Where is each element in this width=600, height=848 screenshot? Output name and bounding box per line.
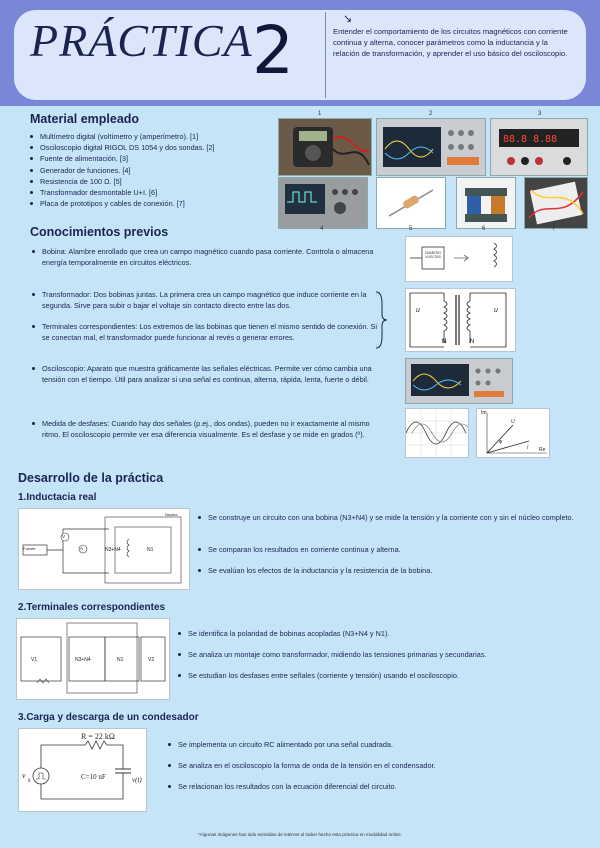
phasor-i-label: I <box>527 445 529 451</box>
oscilloscope-photo <box>376 118 486 176</box>
multimeter-photo <box>278 118 372 176</box>
circuit-3-vg-subscript: g <box>28 778 31 783</box>
header-divider <box>325 12 326 98</box>
n1-label: N <box>442 339 447 345</box>
circuit-1-a-label: A <box>80 546 84 551</box>
photo-number: 7 <box>552 226 556 232</box>
list-item: Osciloscopio digital RIGOL DS 1054 y dos sondas. [2] <box>30 142 275 153</box>
knowledge-item-oscilloscope: Osciloscopio: Aparato que muestra gráficamente las señales eléctricas. Permite ver cómo cambia una tensión con el tiempo. Útil para analizar si una señal es continua, alterna, rápida, lenta, fuerte o débil. <box>30 363 377 385</box>
oscilloscope-photo-small <box>405 358 513 404</box>
list-item: Fuente de alimentación. [3] <box>30 153 275 164</box>
circuit-2-n34-label: N3+N4 <box>75 657 91 663</box>
brace-icon <box>374 290 388 350</box>
phasor-phi-label: φ <box>499 439 503 445</box>
function-generator-photo <box>278 177 368 229</box>
section-3-bullet: Se implementa un circuito RC alimentado por una señal cuadrada. <box>166 739 578 750</box>
material-list <box>30 131 275 209</box>
svg-text:88.8 8.88: 88.8 8.88 <box>503 134 558 145</box>
photo-number: 2 <box>429 111 433 117</box>
circuit-2-v2-label: V2 <box>148 657 155 663</box>
transformer-photo <box>456 177 516 229</box>
circuit-3-r-label: R = 22 kΩ <box>81 732 115 741</box>
knowledge-item-terminals: Terminales correspondientes: Los extremos de las bobinas que tienen el mismo sentido de conexión. Si se conectan mal, el transformador puede funcionar al revés o generar errores. <box>30 321 382 343</box>
knowledge-item-phase: Medida de desfases: Cuando hay dos señales (p.ej., dos ondas), pueden no ir exactamente al mismo ritmo. El osciloscopio permite ver esa diferencia visualmente. Es el desfase y se mide en grados (º). <box>30 418 382 440</box>
photo-number: 4 <box>320 226 324 232</box>
u2-label: u <box>494 307 498 314</box>
section-2-bullet: Se estudian los desfases entre señales (corriente y tensión) usando el osciloscopio. <box>176 670 588 681</box>
circuit-3-c-label: C=10 nF <box>81 773 106 781</box>
phasor-im-label: Im <box>481 410 487 416</box>
photo-number: 6 <box>482 226 486 232</box>
arrow-down-right-icon: ↘ <box>343 13 353 25</box>
circuit-1-v-label: V <box>62 534 66 539</box>
circuit-1-n1-label: N1 <box>147 547 154 553</box>
u1-label: u <box>416 307 420 314</box>
circuit-3-vg-label: v <box>22 771 26 780</box>
footnote: *Algunas imágenes han sido extraídas de internet al haber hecho esta práctica en modalidad online. <box>197 832 403 837</box>
section-2-bullet: Se analiza un montaje como transformador, midiendo las tensiones primarias y secundarias. <box>176 649 588 660</box>
phasor-u-label: U <box>511 419 515 425</box>
section-3-bullet: Se relacionan los resultados con la ecuación diferencial del circuito. <box>166 781 578 792</box>
knowledge-heading: Conocimientos previos <box>30 225 169 239</box>
transformer-diagram <box>405 288 516 352</box>
section-1-bullet: Se comparan los resultados en corriente continua y alterna. <box>196 544 588 555</box>
circuit-2-v1-label: V1 <box>31 657 38 663</box>
coil-box-label: NUMERO VUELTAS <box>425 251 441 259</box>
section-2-title: 2.Terminales correspondientes <box>18 602 166 613</box>
coil-diagram <box>405 236 513 282</box>
circuit-1-core-label: Núcleo <box>165 512 178 517</box>
practice-number: 2 <box>252 12 294 89</box>
photo-number: 1 <box>318 111 322 117</box>
circuit-1-n34-label: N3+N4 <box>105 547 121 553</box>
circuit-3-vc-label: v(t) <box>132 776 142 784</box>
list-item: Multímetro digital (voltímetro y (amperímetro). [1] <box>30 131 275 142</box>
section-3-bullet: Se analiza en el osciloscopio la forma de onda de la tensión en el condensador. <box>166 760 578 771</box>
list-item: Transformador desmontable U+I. [6] <box>30 187 275 198</box>
section-3-title: 3.Carga y descarga de un condesador <box>18 712 199 723</box>
n2-label: N <box>470 339 475 345</box>
section-1-bullet: Se construye un circuito con una bobina (N3+N4) y se mide la tensión y la corriente con y sin el núcleo completo. <box>196 512 588 523</box>
page-title: PRÁCTICA <box>30 15 253 66</box>
circuit-2-diagram <box>16 618 170 700</box>
phasor-diagram <box>476 408 550 458</box>
circuit-3-rc-diagram <box>18 728 147 812</box>
list-item: Generador de funciones. [4] <box>30 165 275 176</box>
section-1-title: 1.Inductacia real <box>18 492 97 503</box>
section-1-bullet: Se evalúan los efectos de la inductancia y la resistencia de la bobina. <box>196 565 588 576</box>
knowledge-item-transformer: Transformador: Dos bobinas juntas. La primera crea un campo magnético que induce corriente en la segunda. Sirve para subir o bajar el voltaje sin contacto directo entre las dos. <box>30 289 382 311</box>
breadboard-photo <box>524 177 588 229</box>
resistor-photo <box>376 177 446 229</box>
phase-waveform-diagram <box>405 408 469 458</box>
phasor-re-label: Re <box>539 447 546 453</box>
list-item: Placa de prototipos y cables de conexión. [7] <box>30 198 275 209</box>
power-supply-photo <box>490 118 588 176</box>
photo-number: 5 <box>409 226 413 232</box>
list-item: Resistencia de 100 Ω. [5] <box>30 176 275 187</box>
photo-number: 3 <box>538 111 542 117</box>
circuit-1-source-label: Fuente <box>23 546 36 551</box>
section-2-bullet: Se identifica la polaridad de bobinas acopladas (N3+N4 y N1). <box>176 628 588 639</box>
material-heading: Material empleado <box>30 112 140 126</box>
development-heading: Desarrollo de la práctica <box>18 471 164 485</box>
knowledge-item-coil: Bobina: Alambre enrollado que crea un campo magnético cuando pasa corriente. Controla o almacena energía temporalmente en circuitos eléctricos. <box>30 246 382 268</box>
objective-text: Entender el comportamiento de los circuitos magnéticos con corriente continua y alterna, conocer parámetros como la inductancia y la relación de transformación, y aprender el uso básico del osciloscopio. <box>333 27 568 58</box>
circuit-1-diagram <box>18 508 190 590</box>
circuit-2-n1-label: N1 <box>117 657 124 663</box>
